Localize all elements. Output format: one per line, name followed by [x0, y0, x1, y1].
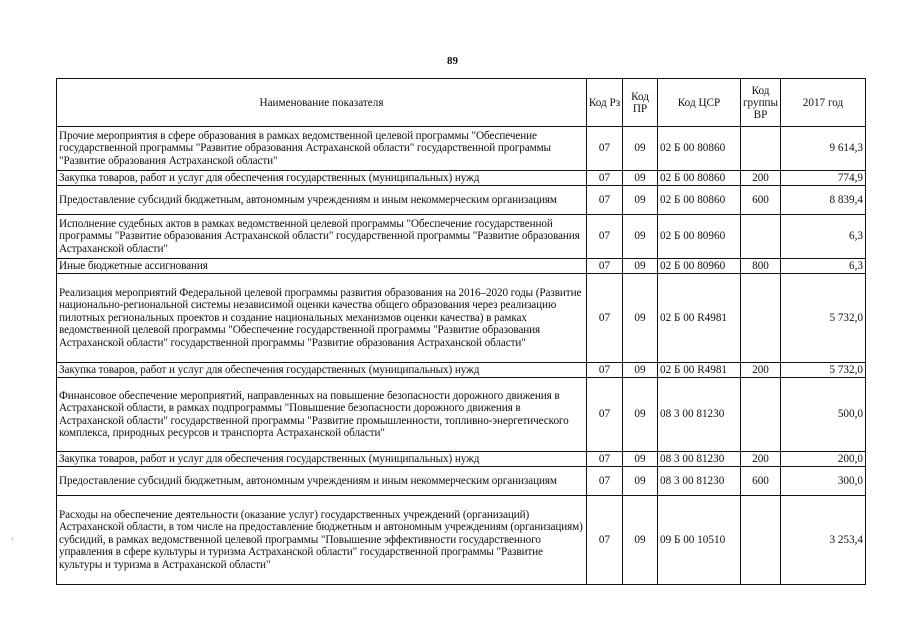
row-rz: 07 — [587, 127, 623, 171]
row-amount: 8 839,4 — [781, 186, 866, 215]
table-row — [57, 378, 866, 452]
row-rz: 07 — [587, 467, 623, 496]
row-amount: 5 732,0 — [781, 274, 866, 363]
table-row — [57, 467, 866, 496]
header-pr: Код ПР — [623, 79, 658, 127]
row-rz: 07 — [587, 274, 623, 363]
row-rz: 07 — [587, 215, 623, 259]
row-vr: 600 — [741, 186, 781, 215]
row-rz: 07 — [587, 171, 623, 186]
row-pr: 09 — [623, 171, 658, 186]
row-csr: 09 Б 00 10510 — [658, 496, 741, 585]
row-csr: 02 Б 00 80960 — [658, 259, 741, 274]
row-vr: 200 — [741, 171, 781, 186]
row-csr: 02 Б 00 R4981 — [658, 363, 741, 378]
page-number: 89 — [447, 55, 458, 67]
row-pr: 09 — [623, 127, 658, 171]
row-name: Реализация мероприятий Федеральной целевой программы развития образования на 2016–2020 годы (Развитие национально-региональной системы независимой оценки качества общего образования через реализацию пилотных региональных проектов и создание национальных механизмов оценки качества) в рамках ведомственной целевой программы "Обеспечение государственной программы "Развитие образования Астраханской области" государственной программы "Развитие образования Астраханской области" — [57, 274, 587, 363]
table-row — [57, 274, 866, 363]
row-amount: 3 253,4 — [781, 496, 866, 585]
row-rz: 07 — [587, 496, 623, 585]
row-name: Расходы на обеспечение деятельности (оказание услуг) государственных учреждений (организаций) Астраханской области, в том числе на предоставление бюджетным и автономным учреждениям (организациям) субсидий, в рамках ведомственной целевой программы "Повышение эффективности государственного управления в сфере культуры и туризма Астраханской области" государственной программы "Развитие культуры и туризма в Астраханской области" — [57, 496, 587, 585]
row-amount: 300,0 — [781, 467, 866, 496]
row-amount: 9 614,3 — [781, 127, 866, 171]
row-name: Иные бюджетные ассигнования — [57, 259, 587, 274]
row-pr: 09 — [623, 215, 658, 259]
row-csr: 02 Б 00 80860 — [658, 127, 741, 171]
row-vr — [741, 274, 781, 363]
row-rz: 07 — [587, 452, 623, 467]
row-amount: 6,3 — [781, 215, 866, 259]
row-pr: 09 — [623, 186, 658, 215]
table-row — [57, 363, 866, 378]
row-csr: 02 Б 00 80860 — [658, 171, 741, 186]
row-vr — [741, 378, 781, 452]
header-name: Наименование показателя — [57, 79, 587, 127]
row-vr — [741, 215, 781, 259]
scan-artifact-dot: · — [11, 535, 14, 544]
row-name: Закупка товаров, работ и услуг для обеспечения государственных (муниципальных) нужд — [57, 171, 587, 186]
row-pr: 09 — [623, 452, 658, 467]
row-name: Финансовое обеспечение мероприятий, направленных на повышение безопасности дорожного движения в Астраханской области, в рамках подпрограммы "Повышение безопасности дорожного движения в Астраханской области" государственной программы "Развитие промышленности, топливно-энергетического комплекса, природных ресурсов и транспорта Астраханской области" — [57, 378, 587, 452]
row-amount: 5 732,0 — [781, 363, 866, 378]
row-rz: 07 — [587, 378, 623, 452]
budget-table — [56, 78, 866, 585]
row-vr: 200 — [741, 363, 781, 378]
row-pr: 09 — [623, 467, 658, 496]
row-pr: 09 — [623, 274, 658, 363]
row-pr: 09 — [623, 259, 658, 274]
table-row — [57, 496, 866, 585]
row-vr: 800 — [741, 259, 781, 274]
table-row — [57, 127, 866, 171]
row-name: Закупка товаров, работ и услуг для обеспечения государственных (муниципальных) нужд — [57, 363, 587, 378]
table-row — [57, 215, 866, 259]
header-vr: Код группы ВР — [741, 79, 781, 127]
row-csr: 02 Б 00 80960 — [658, 215, 741, 259]
row-rz: 07 — [587, 259, 623, 274]
row-vr: 600 — [741, 467, 781, 496]
row-pr: 09 — [623, 496, 658, 585]
row-csr: 08 3 00 81230 — [658, 452, 741, 467]
row-csr: 02 Б 00 80860 — [658, 186, 741, 215]
table-header — [57, 79, 866, 127]
table-row — [57, 186, 866, 215]
row-vr — [741, 127, 781, 171]
row-csr: 02 Б 00 R4981 — [658, 274, 741, 363]
row-amount: 6,3 — [781, 259, 866, 274]
row-csr: 08 3 00 81230 — [658, 378, 741, 452]
row-csr: 08 3 00 81230 — [658, 467, 741, 496]
row-name: Закупка товаров, работ и услуг для обеспечения государственных (муниципальных) нужд — [57, 452, 587, 467]
row-rz: 07 — [587, 186, 623, 215]
table-row — [57, 259, 866, 274]
table-row — [57, 171, 866, 186]
table-row — [57, 452, 866, 467]
row-name: Прочие мероприятия в сфере образования в рамках ведомственной целевой программы "Обеспечение государственной программы "Развитие образования Астраханской области" государственной программы "Развитие образования Астраханской области" — [57, 127, 587, 171]
row-name: Исполнение судебных актов в рамках ведомственной целевой программы "Обеспечение государственной программы "Развитие образования Астраханской области" государственной программы "Развитие образования Астраханской области" — [57, 215, 587, 259]
header-amount: 2017 год — [781, 79, 866, 127]
row-pr: 09 — [623, 363, 658, 378]
row-pr: 09 — [623, 378, 658, 452]
row-vr — [741, 496, 781, 585]
header-rz: Код Рз — [587, 79, 623, 127]
row-vr: 200 — [741, 452, 781, 467]
row-amount: 774,9 — [781, 171, 866, 186]
row-name: Предоставление субсидий бюджетным, автономным учреждениям и иным некоммерческим организациям — [57, 467, 587, 496]
row-name: Предоставление субсидий бюджетным, автономным учреждениям и иным некоммерческим организациям — [57, 186, 587, 215]
row-amount: 200,0 — [781, 452, 866, 467]
header-csr: Код ЦСР — [658, 79, 741, 127]
row-amount: 500,0 — [781, 378, 866, 452]
table-body — [57, 127, 866, 585]
row-rz: 07 — [587, 363, 623, 378]
